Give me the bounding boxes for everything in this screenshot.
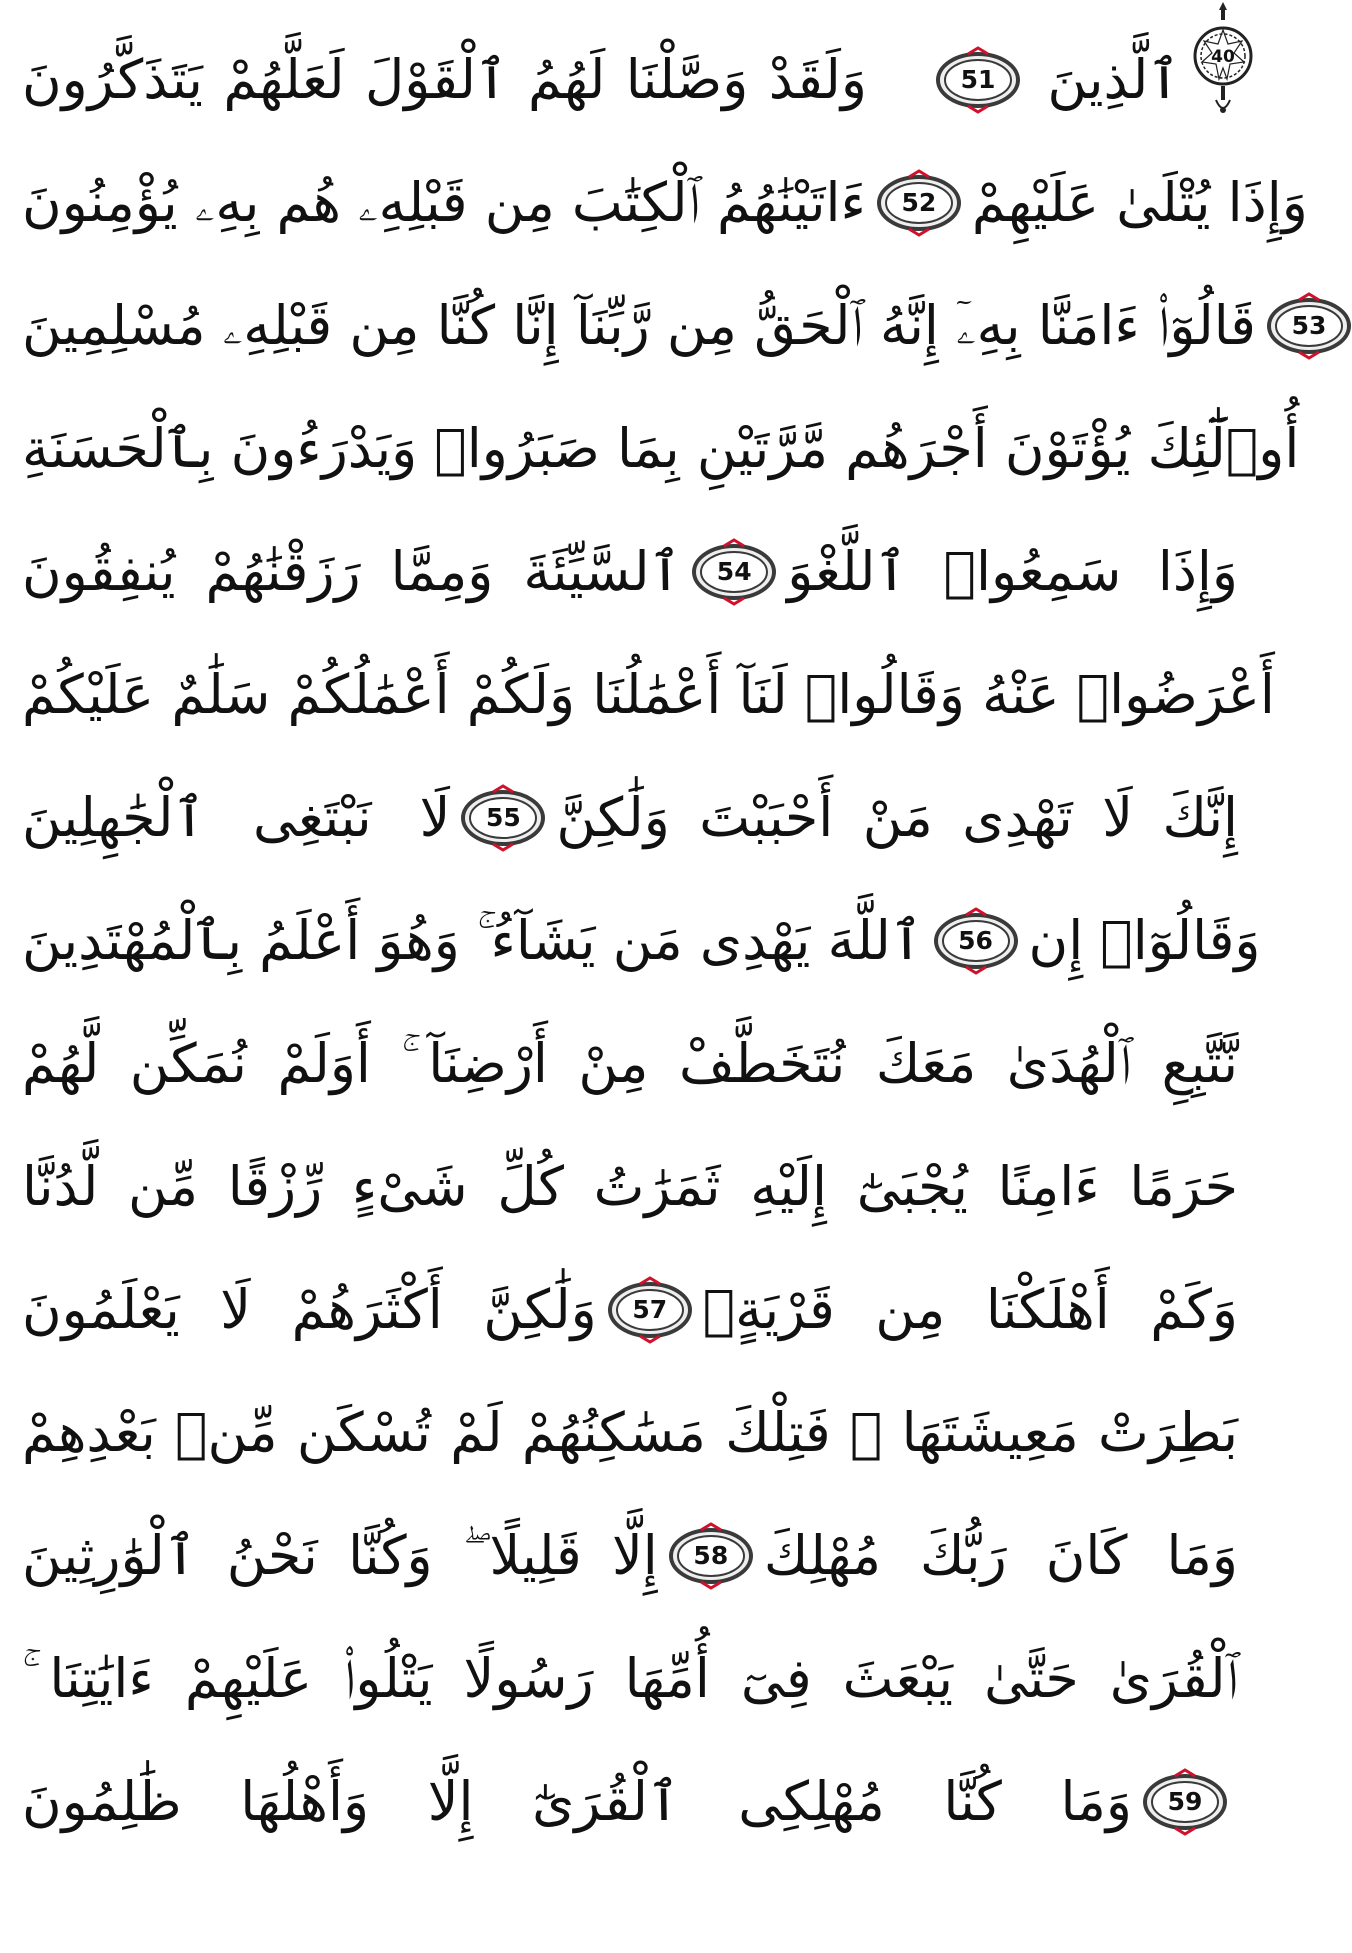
ayah-text: أَعْرَضُوا۟ عَنْهُ وَقَالُوا۟ لَنَآ أَعْمَٰلُنَا وَلَكُمْ أَعْمَٰلُكُمْ سَلَٰمٌ عَلَيْكُمْ xyxy=(22,662,1275,726)
quran-line xyxy=(22,1740,1238,1863)
ayah-text: ءَاتَيْنَٰهُمُ ٱلْكِتَٰبَ مِن قَبْلِهِۦ هُم بِهِۦ يُؤْمِنُونَ xyxy=(22,170,866,234)
quran-line xyxy=(22,756,1238,879)
ayah-text: وَكَمْ أَهْلَكْنَا مِن قَرْيَةٍۭ xyxy=(702,1277,1238,1341)
ayah-text: وَمَا كَانَ رَبُّكَ مُهْلِكَ xyxy=(763,1523,1239,1587)
ayah-number: 59 xyxy=(1167,1787,1203,1816)
ayah-number: 51 xyxy=(960,65,996,94)
ayah-text: وَلَقَدْ وَصَّلْنَا لَهُمُ ٱلْقَوْلَ لَعَلَّهُمْ يَتَذَكَّرُونَ xyxy=(22,47,867,111)
ayah-text: وَلَٰكِنَّ أَكْثَرَهُمْ لَا يَعْلَمُونَ xyxy=(22,1277,597,1341)
ayah-number: 53 xyxy=(1291,311,1327,340)
ayah-text: ٱلَّذِينَ xyxy=(1047,47,1180,111)
ayah-text: وَمَا كُنَّا مُهْلِكِى ٱلْقُرَىٰٓ إِلَّا وَأَهْلُهَا ظَٰلِمُونَ xyxy=(22,1769,1132,1833)
juz-marker-number: 40 xyxy=(1211,47,1235,67)
ayah-number: 54 xyxy=(716,557,752,586)
ayah-text: حَرَمًا ءَامِنًا يُجْبَىٰٓ إِلَيْهِ ثَمَرَٰتُ كُلِّ شَىْءٍ رِّزْقًا مِّن لَّدُنَّا xyxy=(22,1154,1238,1218)
quran-text-block xyxy=(22,18,1327,1863)
quran-line xyxy=(22,141,1308,264)
ayah-text: نَّتَّبِعِ ٱلْهُدَىٰ مَعَكَ نُتَخَطَّفْ مِنْ أَرْضِنَآ ۚ أَوَلَمْ نُمَكِّن لَّهُمْ xyxy=(22,1031,1238,1095)
quran-line xyxy=(22,264,1327,387)
quran-line xyxy=(22,1002,1238,1125)
ayah-end-marker xyxy=(1142,1772,1228,1832)
quran-line xyxy=(22,387,1300,510)
quran-line xyxy=(22,1494,1238,1617)
ayah-text: إِلَّا قَلِيلًا ۖ وَكُنَّا نَحْنُ ٱلْوَٰرِثِينَ xyxy=(22,1523,658,1587)
ayah-text: ٱلْقُرَىٰ حَتَّىٰ يَبْعَثَ فِىٓ أُمِّهَا رَسُولًا يَتْلُوا۟ عَلَيْهِمْ ءَايَٰتِنَا ۚ xyxy=(22,1646,1238,1710)
ayah-number: 58 xyxy=(693,1541,729,1570)
ayah-number: 55 xyxy=(485,803,521,832)
quran-line xyxy=(22,1248,1238,1371)
ayah-number: 56 xyxy=(958,926,993,955)
ayah-end-marker xyxy=(691,542,777,602)
ayah-text: وَقَالُوٓا۟ إِن xyxy=(1028,908,1261,972)
ayah-end-marker xyxy=(935,50,1021,110)
ayah-text: بَطِرَتْ مَعِيشَتَهَا ۖ فَتِلْكَ مَسَٰكِنُهُمْ لَمْ تُسْكَن مِّنۢ بَعْدِهِمْ xyxy=(22,1400,1238,1464)
quran-line xyxy=(22,879,1261,1002)
quran-line xyxy=(22,633,1275,756)
ayah-end-marker xyxy=(460,788,546,848)
ayah-number: 52 xyxy=(901,188,937,217)
ayah-end-marker xyxy=(876,173,962,233)
ayah-text: وَإِذَا يُتْلَىٰ عَلَيْهِمْ xyxy=(971,170,1308,234)
ayah-end-marker xyxy=(933,911,1019,971)
ayah-text: لَا نَبْتَغِى ٱلْجَٰهِلِينَ xyxy=(22,785,451,849)
ayah-text: أُو۟لَٰٓئِكَ يُؤْتَوْنَ أَجْرَهُم مَّرَّتَيْنِ بِمَا صَبَرُوا۟ وَيَدْرَءُونَ بِٱلْحَسَنَةِ xyxy=(22,416,1300,480)
ayah-end-marker xyxy=(668,1526,754,1586)
ayah-text: ٱللَّهَ يَهْدِى مَن يَشَآءُ ۚ وَهُوَ أَعْلَمُ بِٱلْمُهْتَدِينَ xyxy=(22,908,923,972)
ayah-end-marker xyxy=(607,1280,693,1340)
quran-line xyxy=(22,1125,1238,1248)
quran-line xyxy=(22,18,1238,141)
ayah-number: 57 xyxy=(632,1295,668,1324)
ayah-text: إِنَّكَ لَا تَهْدِى مَنْ أَحْبَبْتَ وَلَٰكِنَّ xyxy=(556,785,1238,849)
quran-line xyxy=(22,1371,1238,1494)
quran-line xyxy=(22,1617,1238,1740)
ayah-text: قَالُوٓا۟ ءَامَنَّا بِهِۦٓ إِنَّهُ ٱلْحَقُّ مِن رَّبِّنَآ إِنَّا كُنَّا مِن قَبْلِهِۦ مُسْلِمِينَ xyxy=(22,293,1256,357)
quran-line xyxy=(22,510,1238,633)
ayah-text: وَإِذَا سَمِعُوا۟ ٱللَّغْوَ xyxy=(787,539,1238,603)
ayah-end-marker xyxy=(1266,296,1352,356)
ayah-text: ٱلسَّيِّئَةَ وَمِمَّا رَزَقْنَٰهُمْ يُنفِقُونَ xyxy=(22,539,682,603)
